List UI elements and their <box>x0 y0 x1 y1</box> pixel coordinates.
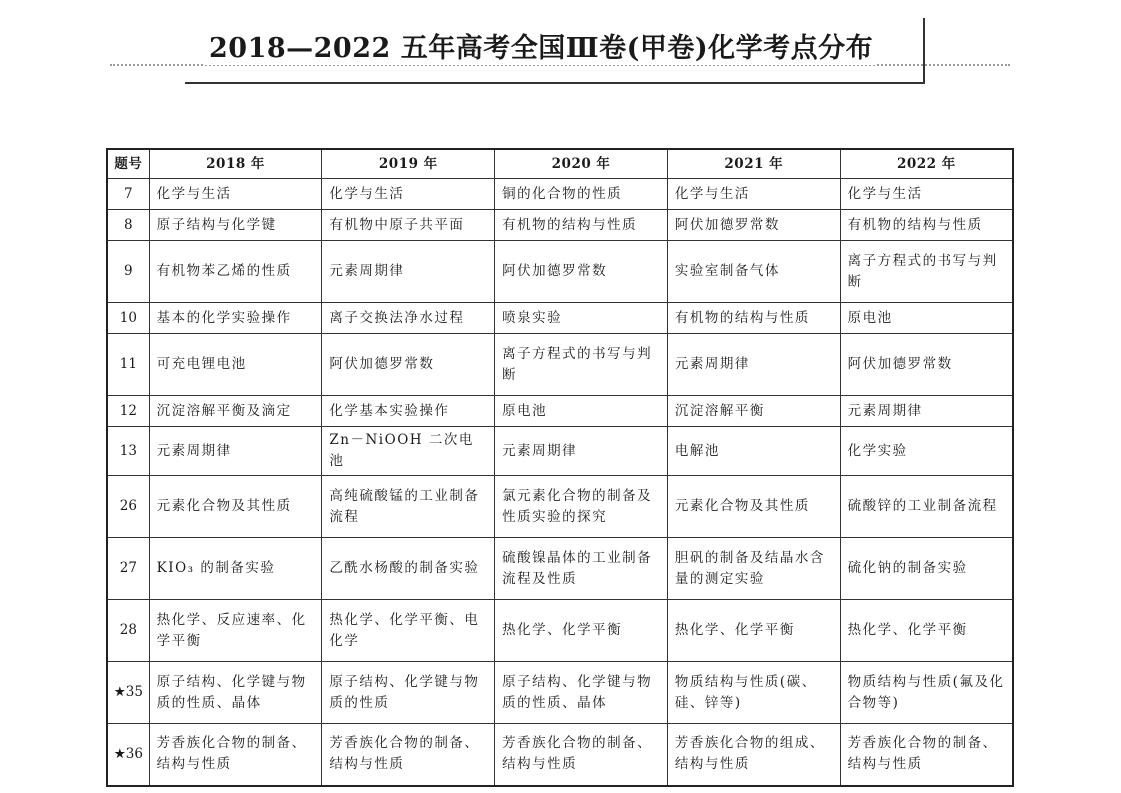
topic-cell: 原子结构、化学键与物质的性质、晶体 <box>495 662 668 724</box>
topic-cell: 阿伏加德罗常数 <box>840 334 1013 396</box>
topic-cell: 元素周期律 <box>495 427 668 476</box>
topic-cell: 元素化合物及其性质 <box>149 476 322 538</box>
topic-cell: 氯元素化合物的制备及性质实验的探究 <box>495 476 668 538</box>
topic-cell: 芳香族化合物的制备、结构与性质 <box>149 724 322 786</box>
header-question-number: 题号 <box>107 149 149 179</box>
topic-cell: 硫化钠的制备实验 <box>840 538 1013 600</box>
topic-cell: 基本的化学实验操作 <box>149 303 322 334</box>
topic-cell: 离子方程式的书写与判断 <box>495 334 668 396</box>
topic-cell: 阿伏加德罗常数 <box>322 334 495 396</box>
table-row <box>107 476 1013 538</box>
topic-cell: 实验室制备气体 <box>667 241 840 303</box>
topic-cell: 有机物苯乙烯的性质 <box>149 241 322 303</box>
topic-cell: 热化学、化学平衡 <box>840 600 1013 662</box>
table-row <box>107 427 1013 476</box>
question-number-cell: 11 <box>107 334 149 396</box>
page-title: 2018—2022 五年高考全国Ⅲ卷(甲卷)化学考点分布 <box>205 26 877 65</box>
topic-cell: 芳香族化合物的制备、结构与性质 <box>840 724 1013 786</box>
exam-topic-table-container <box>106 148 1014 787</box>
topic-cell: 原子结构、化学键与物质的性质 <box>322 662 495 724</box>
topic-cell: 硫酸锌的工业制备流程 <box>840 476 1013 538</box>
topic-cell: 元素周期律 <box>149 427 322 476</box>
topic-cell: 化学基本实验操作 <box>322 396 495 427</box>
topic-cell: 离子方程式的书写与判断 <box>840 241 1013 303</box>
topic-cell: 化学与生活 <box>840 179 1013 210</box>
topic-cell: 离子交换法净水过程 <box>322 303 495 334</box>
topic-cell: 沉淀溶解平衡及滴定 <box>149 396 322 427</box>
topic-cell: 铜的化合物的性质 <box>495 179 668 210</box>
topic-cell: KIO₃ 的制备实验 <box>149 538 322 600</box>
topic-cell: 热化学、化学平衡 <box>667 600 840 662</box>
topic-cell: 原电池 <box>840 303 1013 334</box>
question-number-cell: 28 <box>107 600 149 662</box>
table-row <box>107 303 1013 334</box>
topic-cell: 阿伏加德罗常数 <box>495 241 668 303</box>
topic-cell: 有机物的结构与性质 <box>840 210 1013 241</box>
question-number-cell: 9 <box>107 241 149 303</box>
topic-cell: 高纯硫酸锰的工业制备流程 <box>322 476 495 538</box>
header-year-2022: 2022 年 <box>840 149 1013 179</box>
topic-cell: 电解池 <box>667 427 840 476</box>
topic-cell: 热化学、化学平衡、电化学 <box>322 600 495 662</box>
topic-cell: Zn－NiOOH 二次电池 <box>322 427 495 476</box>
table-row <box>107 241 1013 303</box>
question-number-cell: 8 <box>107 210 149 241</box>
topic-cell: 乙酰水杨酸的制备实验 <box>322 538 495 600</box>
topic-cell: 热化学、反应速率、化学平衡 <box>149 600 322 662</box>
question-number-cell: 12 <box>107 396 149 427</box>
question-number-cell: 26 <box>107 476 149 538</box>
topic-cell: 胆矾的制备及结晶水含量的测定实验 <box>667 538 840 600</box>
topic-cell: 芳香族化合物的组成、结构与性质 <box>667 724 840 786</box>
topic-cell: 阿伏加德罗常数 <box>667 210 840 241</box>
topic-cell: 元素周期律 <box>667 334 840 396</box>
topic-cell: 原子结构、化学键与物质的性质、晶体 <box>149 662 322 724</box>
question-number-cell: 7 <box>107 179 149 210</box>
topic-cell: 喷泉实验 <box>495 303 668 334</box>
topic-cell: 化学与生活 <box>149 179 322 210</box>
topic-cell: 元素化合物及其性质 <box>667 476 840 538</box>
table-row <box>107 724 1013 786</box>
table-row <box>107 538 1013 600</box>
table-header-row <box>107 149 1013 179</box>
topic-cell: 元素周期律 <box>840 396 1013 427</box>
table-row <box>107 179 1013 210</box>
header-year-2020: 2020 年 <box>495 149 668 179</box>
topic-cell: 有机物的结构与性质 <box>667 303 840 334</box>
topic-cell: 化学与生活 <box>667 179 840 210</box>
topic-cell: 原子结构与化学键 <box>149 210 322 241</box>
topic-cell: 芳香族化合物的制备、结构与性质 <box>495 724 668 786</box>
topic-cell: 热化学、化学平衡 <box>495 600 668 662</box>
topic-cell: 芳香族化合物的制备、结构与性质 <box>322 724 495 786</box>
topic-cell: 硫酸镍晶体的工业制备流程及性质 <box>495 538 668 600</box>
question-number-cell: ★36 <box>107 724 149 786</box>
table-row <box>107 210 1013 241</box>
question-number-cell: 13 <box>107 427 149 476</box>
topic-cell: 原电池 <box>495 396 668 427</box>
topic-cell: 物质结构与性质(氟及化合物等) <box>840 662 1013 724</box>
table-row <box>107 396 1013 427</box>
table-row <box>107 662 1013 724</box>
topic-cell: 有机物的结构与性质 <box>495 210 668 241</box>
topic-cell: 物质结构与性质(碳、硅、锌等) <box>667 662 840 724</box>
header-year-2021: 2021 年 <box>667 149 840 179</box>
table-row <box>107 600 1013 662</box>
topic-cell: 化学与生活 <box>322 179 495 210</box>
header-year-2019: 2019 年 <box>322 149 495 179</box>
question-number-cell: ★35 <box>107 662 149 724</box>
topic-cell: 可充电锂电池 <box>149 334 322 396</box>
exam-topic-table <box>106 148 1014 787</box>
table-row <box>107 334 1013 396</box>
header-year-2018: 2018 年 <box>149 149 322 179</box>
topic-cell: 沉淀溶解平衡 <box>667 396 840 427</box>
question-number-cell: 27 <box>107 538 149 600</box>
topic-cell: 化学实验 <box>840 427 1013 476</box>
question-number-cell: 10 <box>107 303 149 334</box>
topic-cell: 元素周期律 <box>322 241 495 303</box>
topic-cell: 有机物中原子共平面 <box>322 210 495 241</box>
